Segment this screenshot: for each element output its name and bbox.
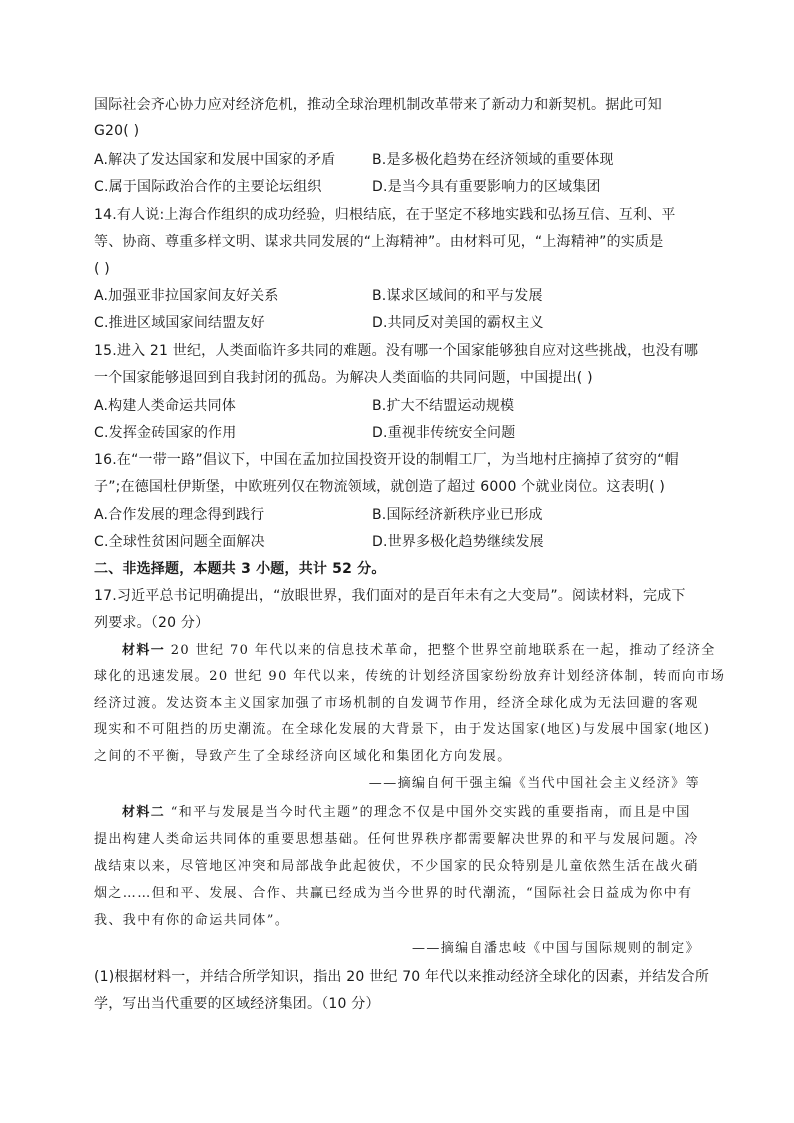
section-heading: 二、非选择题，本题共 3 小题，共计 52 分。 (94, 561, 386, 577)
q13-option-d: D.是当今具有重要影响力的区域集团 (372, 179, 601, 195)
q14-option-b: B.谋求区域间的和平与发展 (372, 288, 543, 304)
q14-stem-line1: 14.有人说:上海合作组织的成功经验，归根结底，在于坚定不移地实践和弘扬互信、互利、平 (94, 207, 676, 223)
material2-source: ——摘编自潘忠岐《中国与国际规则的制定》 (411, 941, 700, 956)
q15-option-c: C.发挥金砖国家的作用 (94, 425, 237, 441)
material1-line5: 之间的不平衡，导致产生了全球经济向区域化和集团化方向发展。 (94, 749, 512, 764)
material2-line1-text: “和平与发展是当今时代主题”的理念不仅是中国外交实践的重要指南，而且是中国 (165, 805, 691, 820)
q16-stem-line1: 16.在“一带一路”倡议下，中国在孟加拉国投资开设的制帽工厂，为当地村庄摘掉了贫穷的“帽 (94, 452, 679, 468)
q14-option-a: A.加强亚非拉国家间友好关系 (94, 288, 279, 304)
material2-line3: 战结束以来，尽管地区冲突和局部战争此起彼伏，不少国家的民众特别是儿童依然生活在战火硝 (94, 859, 699, 874)
q14-stem-line2: 等、协商、尊重多样文明、谋求共同发展的“上海精神”。由材料可见，“上海精神”的实质是 (94, 234, 664, 250)
q16-option-b: B.国际经济新秩序业已形成 (372, 507, 543, 523)
material2-label: 材料二 (122, 805, 166, 820)
q13-option-c: C.属于国际政治合作的主要论坛组织 (94, 179, 322, 195)
q14-option-c: C.推进区域国家间结盟友好 (94, 315, 265, 331)
material2-line5: 我、我中有你的命运共同体”。 (94, 913, 290, 928)
material1-source: ——摘编自何干强主编《当代中国社会主义经济》等 (368, 776, 700, 791)
q15-option-d: D.重视非传统安全问题 (372, 425, 516, 441)
q13-stem-line1: 国际社会齐心协力应对经济危机，推动全球治理机制改革带来了新动力和新契机。据此可知 (94, 97, 662, 113)
material1-line4: 现实和不可阻挡的历史潮流。在全球化发展的大背景下，由于发达国家(地区)与发展中国家(地区) (94, 722, 711, 737)
material1-line3: 经济过渡。发达资本主义国家加强了市场机制的自发调节作用，经济全球化成为无法回避的客观 (94, 696, 699, 711)
q13-option-a: A.解决了发达国家和发展中国家的矛盾 (94, 152, 336, 168)
q16-option-a: A.合作发展的理念得到践行 (94, 507, 265, 523)
q16-stem-line2: 子”;在德国杜伊斯堡，中欧班列仅在物流领域，就创造了超过 6000 个就业岗位。这表明( ) (94, 479, 666, 495)
q15-stem-line1: 15.进入 21 世纪，人类面临许多共同的难题。没有哪一个国家能够独自应对这些挑战，也没有哪 (94, 343, 699, 359)
material1-line1 (122, 641, 716, 661)
material2-line4: 烟之……但和平、发展、合作、共赢已经成为当今世界的时代潮流，“国际社会日益成为你中有 (94, 886, 693, 901)
q13-option-b: B.是多极化趋势在经济领域的重要体现 (372, 152, 614, 168)
q16-option-c: C.全球性贫困问题全面解决 (94, 534, 265, 550)
material2-line2: 提出构建人类命运共同体的重要思想基础。任何世界秩序都需要解决世界的和平与发展问题。冷 (94, 832, 699, 847)
material1-label: 材料一 (122, 643, 166, 658)
material1-line2: 球化的迅速发展。20 世纪 90 年代以来，传统的计划经济国家纷纷放弃计划经济体制，转而向市场 (94, 669, 726, 684)
material1-line1-text: 20 世纪 70 年代以来的信息技术革命，把整个世界空前地联系在一起，推动了经济全 (165, 643, 716, 658)
q15-stem-line2: 一个国家能够退回到自我封闭的孤岛。为解决人类面临的共同问题，中国提出( ) (94, 370, 593, 386)
material2-line1 (122, 803, 691, 823)
q15-option-b: B.扩大不结盟运动规模 (372, 398, 515, 414)
q13-stem-line2: G20( ) (94, 123, 140, 139)
q17-stem-line1: 17.习近平总书记明确提出，“放眼世界，我们面对的是百年未有之大变局”。阅读材料，完成下 (94, 588, 686, 604)
q14-option-d: D.共同反对美国的霸权主义 (372, 315, 544, 331)
q14-stem-line3: ( ) (94, 261, 110, 277)
q17-sub1-line2: 学，写出当代重要的区域经济集团。（10 分） (94, 996, 380, 1012)
q15-option-a: A.构建人类命运共同体 (94, 398, 236, 414)
q17-stem-line2: 列要求。（20 分） (94, 615, 210, 631)
q16-option-d: D.世界多极化趋势继续发展 (372, 534, 544, 550)
q17-sub1-line1: (1)根据材料一，并结合所学知识，指出 20 世纪 70 年代以来推动经济全球化的因素，并结发合所 (94, 969, 710, 985)
